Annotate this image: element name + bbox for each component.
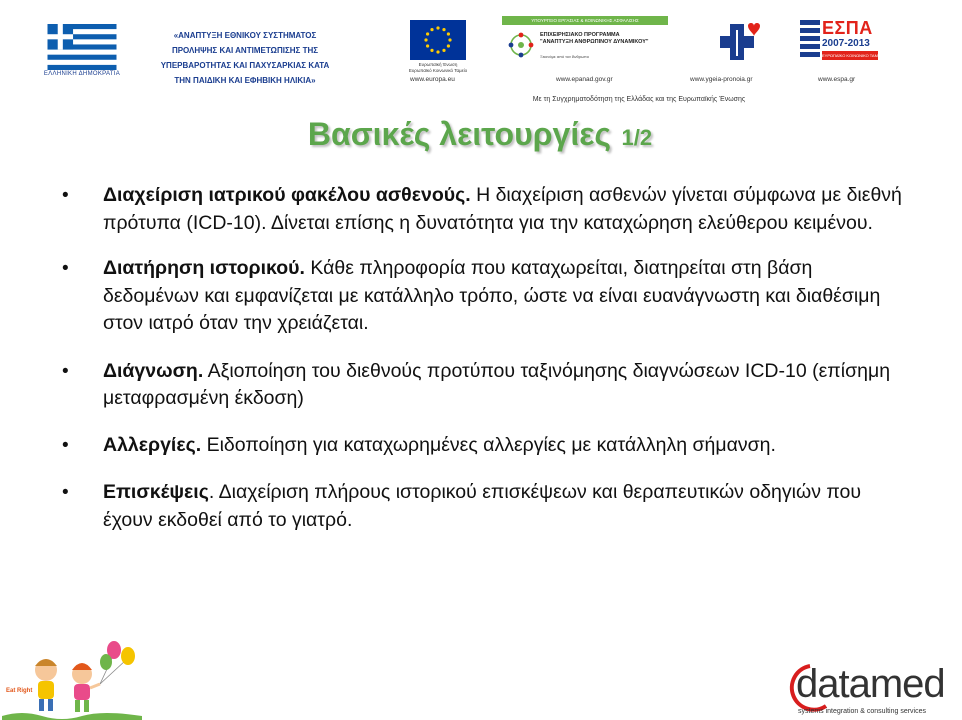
project-title-line: ΤΗΝ ΠΑΙΔΙΚΗ ΚΑΙ ΕΦΗΒΙΚΗ ΗΛΙΚΙΑ» [174,76,316,85]
list-item-text: . Διαχείριση πλήρους ιστορικού επισκέψεων και θεραπευτικών οδηγιών που έχουν εκδοθεί από το γιατρό. [103,481,862,531]
url-ygeia-pronoia: www.ygeia-pronoia.gr [690,76,753,83]
greek-flag-icon [38,24,126,70]
espa-band: ΕΥΡΩΠΑΪΚΟ ΚΟΙΝΩΝΙΚΟ ΤΑΜΕΙΟ [822,53,885,58]
list-item-heading: Διατήρηση ιστορικού. [103,257,305,279]
espa-title: ΕΣΠΑ [822,18,873,38]
list-item [62,182,912,237]
list-item-text: Κάθε πληροφορία που καταχωρείται, διατηρείται στη βάση δεδομένων και εμφανίζεται με κατάλληλο τρόπο, ώστε να είναι ευανάγνωστη και διαθέσιμη στον ιατρό όταν την χρειάζεται. [103,257,881,334]
op-text-line: "ΑΝΑΠΤΥΞΗ ΑΝΘΡΩΠΙΝΟΥ ΔΥΝΑΜΙΚΟΥ" [540,39,649,45]
list-item-text: Αξιοποίηση του διεθνούς προτύπου ταξινόμησης διαγνώσεων ICD-10 (επίσημη μεταφρασμένη έκδοση) [103,359,891,409]
logo-strip [0,0,960,110]
url-europa: www.europa.eu [410,76,455,83]
operational-programme-logo [502,16,668,66]
flag-caption: ΕΛΛΗΝΙΚΗ ΔΗΜΟΚΡΑΤΙΑ [43,71,121,77]
op-text [540,32,668,46]
espa-stripes-icon [800,20,820,58]
list-item [62,255,912,338]
espa-years: 2007-2013 [822,38,870,49]
list-item-text: Ειδοποίηση για καταχωρημένες αλλεργίες με κατάλληλη σήμανση. [201,433,776,456]
op-text-line: ΕΠΙΧΕΙΡΗΣΙΑΚΟ ΠΡΟΓΡΑΜΜΑ [540,32,620,38]
eu-caption [402,62,474,74]
project-title-line: ΠΡΟΛΗΨΗΣ ΚΑΙ ΑΝΤΙΜΕΤΩΠΙΣΗΣ ΤΗΣ [171,46,319,55]
list-item [62,432,912,460]
project-title-line: «ΑΝΑΠΤΥΞΗ ΕΘΝΙΚΟΥ ΣΥΣΤΗΜΑΤΟΣ [173,31,317,40]
list-item-heading: Διάγνωση. [103,359,204,382]
company-name: datamed [796,662,945,706]
op-subtext: Ξεκινάμε από τον Άνθρωπο [540,54,589,59]
url-espa: www.espa.gr [818,76,856,83]
url-epanad: www.epanad.gov.gr [556,76,613,83]
slide-title-main: Βασικές λειτουργίες [307,116,612,152]
slide-title-number: 1/2 [621,125,653,150]
ministry-health-cross-icon [716,20,760,64]
human-resources-emblem-icon [506,30,536,60]
company-tagline: systems integration & consulting services [798,708,926,715]
slide-title [0,116,960,153]
eu-caption-line: Ευρωπαϊκή Ένωση [418,62,458,67]
list-item-heading: Διαχείριση ιατρικού φακέλου ασθενούς. [103,184,471,206]
list-item-heading: Επισκέψεις [103,481,209,503]
list-item [62,358,912,413]
eu-flag-icon [410,20,466,60]
kids-caption: Eat Right [6,688,33,694]
list-item-heading: Αλλεργίες. [103,433,202,456]
list-item-text: Η διαχείριση ασθενών γίνεται σύμφωνα με διεθνή πρότυπα (ICD-10). Δίνεται επίσης η δυνατότητα για την καταχώρηση ελεύθερου κειμένου. [103,184,902,234]
espa-logo [800,18,885,66]
kids-illustration [2,636,142,720]
cofinance-note: Με τη Συγχρηματοδότηση της Ελλάδας και της Ευρωπαϊκής Ένωσης [532,96,746,103]
op-band: ΥΠΟΥΡΓΕΙΟ ΕΡΓΑΣΙΑΣ & ΚΟΙΝΩΝΙΚΗΣ ΑΣΦΑΛΙΣΗΣ [502,16,668,25]
eu-caption-line: Ευρωπαϊκό Κοινωνικό Ταμείο [408,68,468,73]
children-with-balloons-icon [2,636,142,720]
project-title [140,28,350,88]
datamed-logo [780,660,960,720]
list-item [62,479,912,534]
feature-list [62,182,912,534]
project-title-line: ΥΠΕΡΒΑΡΟΤΗΤΑΣ ΚΑΙ ΠΑΧΥΣΑΡΚΙΑΣ ΚΑΤΑ [160,61,330,70]
